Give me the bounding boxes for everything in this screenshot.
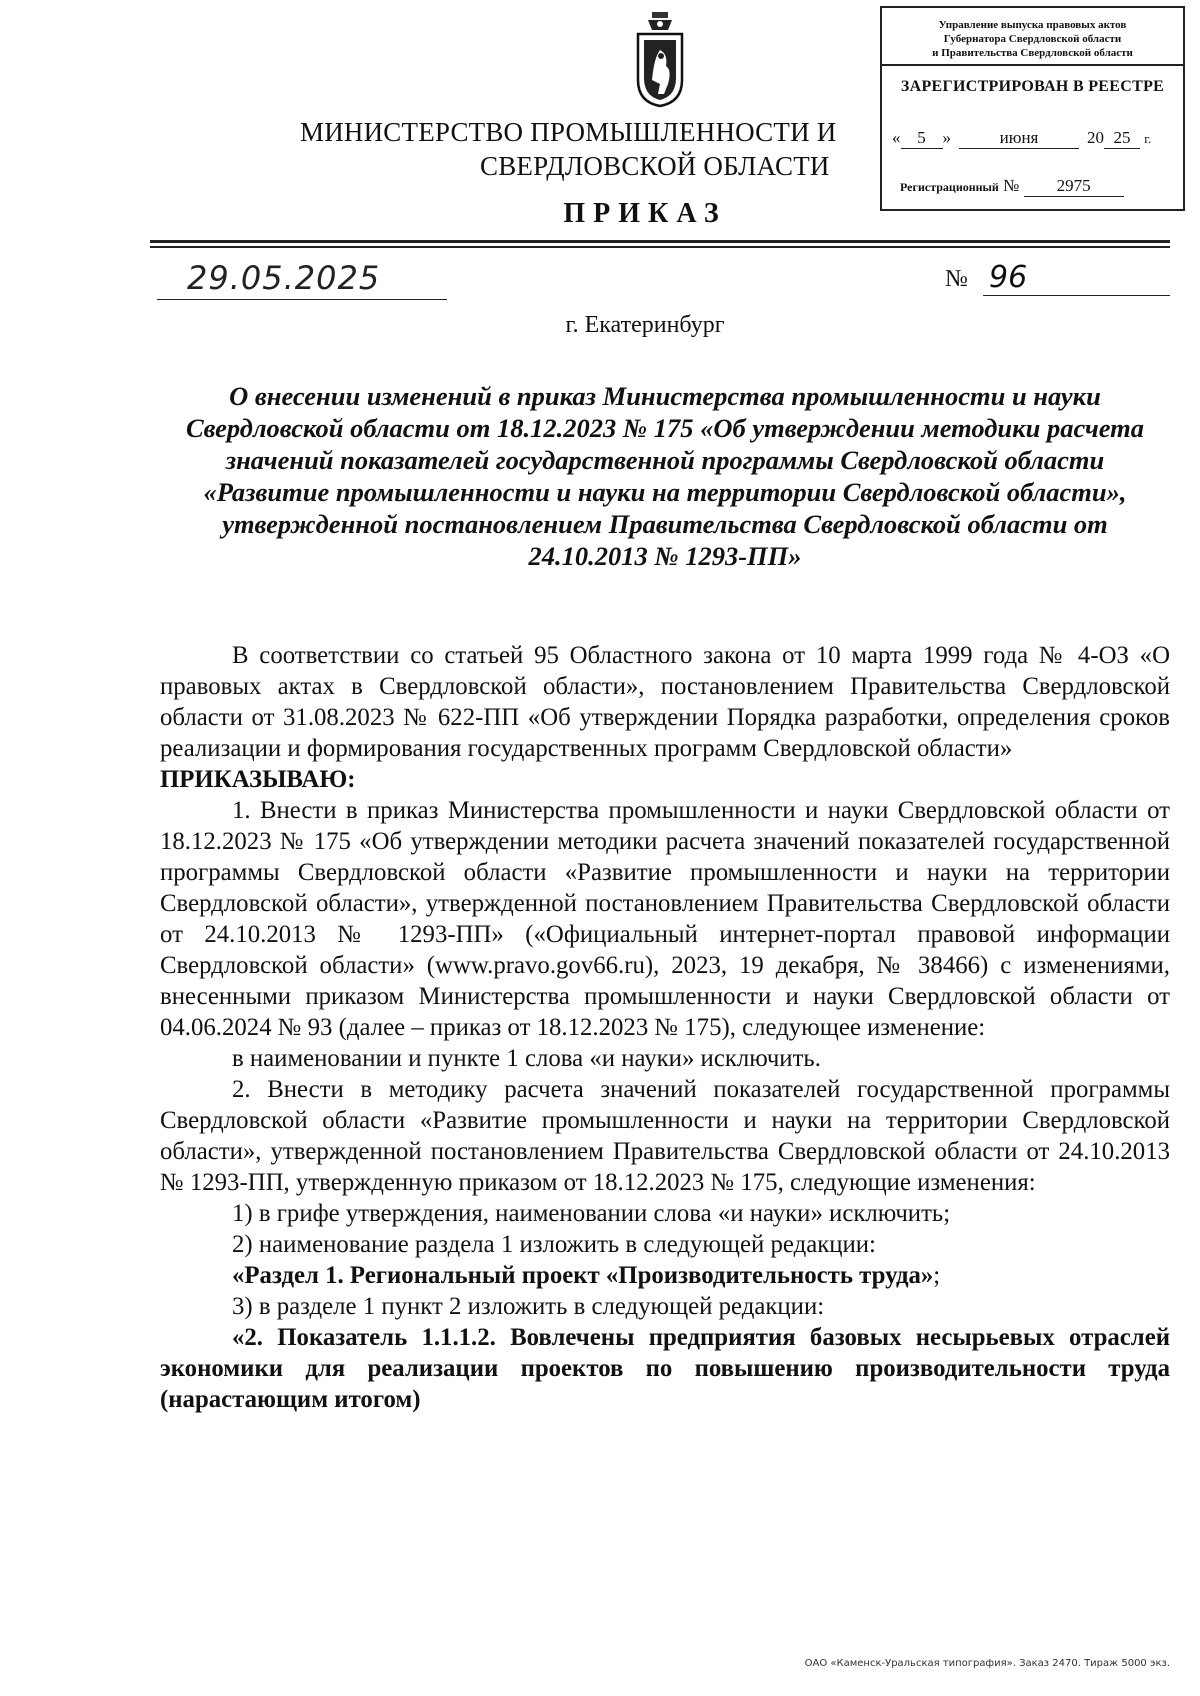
preamble-paragraph: В соответствии со статьей 95 Областного закона от 10 марта 1999 года № 4-ОЗ «О правовых актах в Свердловской области», постановлением Правительства Свердловской области от 31.08.2023 № 622-ПП «Об утверждении Порядка разработки, определения сроков реализации и формирования государственных программ Свердловской области» <box>160 642 1170 762</box>
ministry-heading <box>300 115 880 183</box>
section-1-title <box>160 1260 1170 1291</box>
stamp-day: 5 <box>901 128 943 149</box>
printer-footer: ОАО «Каменск-Уральская типография». Заказ 2470. Тираж 5000 экз. <box>804 1658 1170 1669</box>
decree-heading: ПРИКАЗЫВАЮ: <box>160 766 356 793</box>
order-number <box>945 260 1170 302</box>
item-1-paragraph: 1. Внести в приказ Министерства промышленности и науки Свердловской области от 18.12.2023 № 175 «Об утверждении методики расчета значений показателей государственной программы Свердловской области «Развитие промышленности и науки на территории Свердловской области», утвержденной постановлением Правительства Свердловской области от 24.10.2013 № 1293-ПП» («Официальный интернет-портал правовой информации Свердловской области» (www.pravo.gov66.ru), 2023, 19 декабря, № 38466) с изменениями, внесенными приказом Министерства промышленности и науки Свердловской области от 04.06.2024 № 93 (далее – приказ от 18.12.2023 № 175), следующее изменение: <box>160 797 1170 1041</box>
stamp-reg-label: Регистрационный <box>900 180 999 194</box>
section-1-title-tail: ; <box>933 1262 941 1289</box>
handwritten-number: 96 <box>983 260 1170 296</box>
header-rule-thin <box>150 246 1170 248</box>
stamp-year-abbr: г. <box>1144 131 1152 146</box>
indicator-paragraph: «2. Показатель 1.1.1.2. Вовлечены предприятия базовых несырьевых отраслей экономики для реализации проектов по повышению производительности труда (нарастающим итогом) <box>160 1324 1170 1413</box>
stamp-reg-number: 2975 <box>1024 176 1124 197</box>
handwritten-date: 29.05.2025 <box>157 260 447 300</box>
header-rule <box>150 240 1170 243</box>
city-line: г. Екатеринбург <box>565 312 725 338</box>
stamp-header <box>882 8 1183 66</box>
stamp-header-line: Губернатора Свердловской области <box>943 33 1122 45</box>
stamp-num-sign: № <box>1003 176 1020 195</box>
registration-stamp <box>880 6 1185 211</box>
ministry-line-2: СВЕРДЛОВСКОЙ ОБЛАСТИ <box>480 151 830 181</box>
stamp-date: « 5 » июня 20 25 г. <box>892 128 1152 147</box>
order-subject: О внесении изменений в приказ Министерства промышленности и науки Свердловской области от 18.12.2023 № 175 «Об утверждении методики расчета значений показателей государственной программы Свердловской области «Развитие промышленности и науки на территории Свердловской области», утвержденной постановлением Правительства Свердловской области от 24.10.2013 № 1293-ПП» <box>185 381 1145 571</box>
subitem-3: 3) в разделе 1 пункт 2 изложить в следующей редакции: <box>232 1293 825 1320</box>
section-1-title-bold: «Раздел 1. Региональный проект «Производительность труда» <box>232 1262 934 1289</box>
coat-of-arms-icon <box>630 10 690 110</box>
document-body <box>160 640 1170 1415</box>
stamp-number <box>900 176 1124 197</box>
subitem-1: 1) в грифе утверждения, наименовании слова «и науки» исключить; <box>232 1200 951 1227</box>
ministry-line-1: МИНИСТЕРСТВО ПРОМЫШЛЕННОСТИ И <box>300 117 837 147</box>
subitem-2: 2) наименование раздела 1 изложить в следующей редакции: <box>232 1231 876 1258</box>
item-2-paragraph: 2. Внести в методику расчета значений показателей государственной программы Свердловской области «Развитие промышленности и науки на территории Свердловской области», утвержденной постановлением Правительства Свердловской области от 24.10.2013 № 1293-ПП, утвержденную приказом от 18.12.2023 № 175, следующие изменения: <box>160 1076 1170 1196</box>
order-number-sign: № <box>945 266 968 292</box>
item-1-change: в наименовании и пункте 1 слова «и науки» исключить. <box>232 1045 821 1072</box>
stamp-registered-label: ЗАРЕГИСТРИРОВАН В РЕЕСТРЕ <box>900 78 1165 95</box>
document-type-title: ПРИКАЗ <box>563 198 727 229</box>
stamp-year-suffix: 25 <box>1104 128 1140 149</box>
stamp-year-prefix: 20 <box>1087 128 1104 147</box>
stamp-header-line: Управление выпуска правовых актов <box>938 19 1127 31</box>
stamp-header-line: и Правительства Свердловской области <box>932 47 1133 59</box>
stamp-month: июня <box>959 128 1079 149</box>
